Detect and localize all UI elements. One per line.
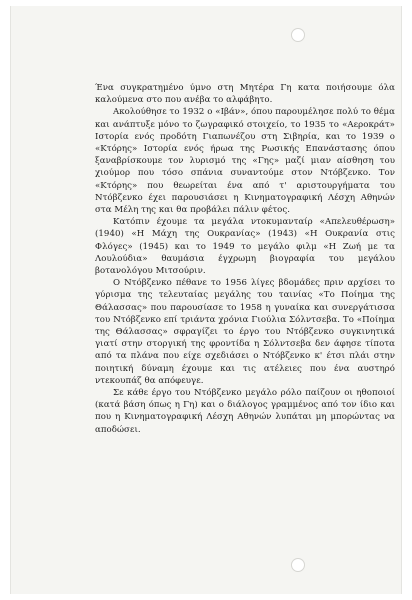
document-body [95,82,395,436]
punch-hole-bottom [291,558,305,572]
punch-hole-top [291,28,305,42]
paragraph-documentaries: Κατόπιν έχουμε τα μεγάλα ντοκυμανταίρ «Απελευθέρωση» (1940) «Η Μάχη της Ουκρανίας» (1943) «Η Ουκρανία στις Φλόγες» (1945) και το 1949 το μεγάλο φιλμ «Η Ζωή με τα Λουλούδια» θαυμάσια έγχρωμη βιογραφία του μεγάλου βοτανολόγου Μιτσούριν. [95,217,395,277]
intro-paragraph: Ένα συγκρατημένο ύμνο στη Μητέρα Γη κατα ποιήσουμε όλα καλούμενα στο που ανέβα το αλφάβητο. [95,83,395,106]
paragraph-dialogue: Σε κάθε έργο του Ντόβζενκο μεγάλο ρόλο παίζουν οι ηθοποιοί (κατά βάση όπως η Γη) και ο διάλογος γραμμένος από τον ίδιο και που η Κινηματογραφική Λέσχη Αθηνών λυπάται μη μπορώντας να αποδώσει. [95,388,395,435]
paragraph-poem-of-the-sea: Ο Ντόβζενκο πέθανε το 1956 λίγες βδομάδες πριν αρχίσει το γύρισμα της τελευταίας μεγάλης του ταινίας «Το Ποίημα της Θάλασσας» που παρουσίασε το 1958 η γυναίκα και συνεργάτισσα του Ντόβζενκο επί τριάντα χρόνια Γιούλια Σόλντσεβα. Το «Ποίημα της Θάλασσας» σφραγίζει το έργο του Ντόβζενκο συγκινητικά γιατί στην στοργική της φροντίδα η Σόλντσεβα δεν άφησε τίποτα από τα πλάνα που είχε σχεδιάσει ο Ντόβζενκο κ' έτσι πλάι στην ποιητική δύναμη έχουμε και τις ατέλειες που ένα αυστηρό ντεκουπάζ θα απόφευγε. [95,278,395,386]
paragraph-ivan-aerograd-shchors: Ακολούθησε το 1932 ο «Ιβάν», όπου παρουμέλησε πολύ το θέμα και ανάπτυξε μόνο το ζωγραφικό στοιχείο, το 1935 το «Αεροκράτ» Ιστορία ενός προδότη Γιαπωνέζου στη Σιβηρία, και το 1939 ο «Κτόρης» Ιστορία ενός ήρωα της Ρωσικής Επανάστασης όπου ξαναβρίσκουμε τον λυρισμό της «Γης» μαζί μιαν αίσθηση του χιούμορ που τόσο σπάνια συναντούμε στον Ντόβζενκο. Τον «Κτόρης» που θεωρείται ένα από τ' αριστουργήματα του Ντόβζενκο έχει παρουσιάσει η Κινηματογραφική Λέσχη Αθηνών στα Μέλη της και θα προβάλει πάλιν φέτος. [95,107,395,216]
document-page [10,6,402,594]
